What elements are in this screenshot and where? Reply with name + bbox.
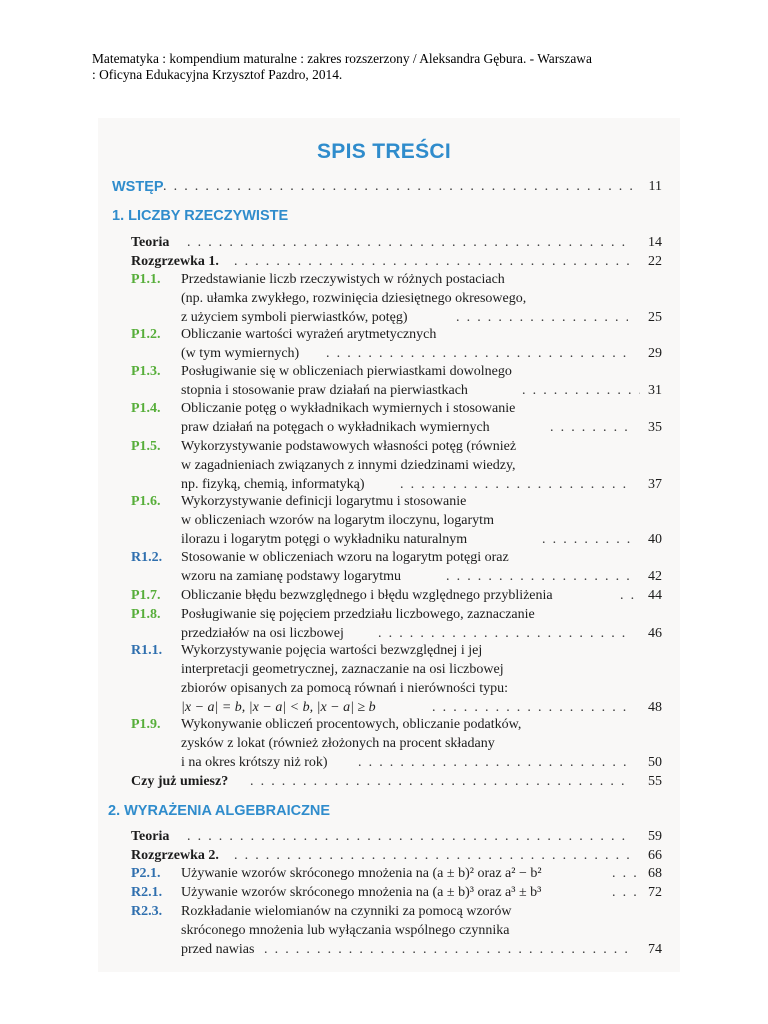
entry-line: Obliczanie wartości wyrażeń arytmetycznych — [181, 327, 437, 342]
entry-line: (np. ułamka zwykłego, rozwinięcia dziesiętnego okresowego, — [181, 291, 527, 306]
chapter-1-heading: 1. LICZBY RZECZYWISTE — [112, 208, 289, 224]
dot-leader — [612, 883, 638, 903]
toc-ch1-warmup — [0, 252, 768, 272]
entry-code: R1.2. — [131, 550, 163, 565]
theory-page: 14 — [648, 235, 662, 250]
dot-leader — [234, 846, 632, 866]
entry-line: skróconego mnożenia lub wyłączania wspólnego czynnika — [181, 923, 510, 938]
entry-line: (w tym wymiernych) — [181, 346, 300, 361]
entry-line: Wykonywanie obliczeń procentowych, obliczanie podatków, — [181, 717, 522, 732]
entry-line: przed nawias — [181, 942, 255, 957]
intro-label: WSTĘP — [112, 179, 164, 195]
dot-leader — [620, 586, 642, 606]
entry-page: 37 — [648, 477, 662, 492]
entry-line: wzoru na zamianę podstawy logarytmu — [181, 569, 402, 584]
entry-line: zysków z lokat (również złożonych na procent składany — [181, 736, 495, 751]
dot-leader — [187, 233, 633, 253]
catalog-header-line-2: : Oficyna Edukacyjna Krzysztof Pazdro, 2014. — [92, 67, 343, 82]
entry-page: 48 — [648, 700, 662, 715]
entry-page: 35 — [648, 420, 662, 435]
dot-leader — [446, 567, 630, 587]
chapter-1-heading-row — [0, 206, 768, 226]
entry-line: Używanie wzorów skróconego mnożenia na (a ± b)² oraz a² − b² — [181, 866, 542, 881]
entry-line: Wykorzystywanie podstawowych własności potęg (również — [181, 439, 517, 454]
entry-line: Używanie wzorów skróconego mnożenia na (a ± b)³ oraz a³ ± b³ — [181, 885, 542, 900]
entry-page: 72 — [648, 885, 662, 900]
chapter-2-heading-row — [0, 801, 768, 821]
entry-page: 50 — [648, 755, 662, 770]
toc-intro — [0, 177, 768, 197]
entry-line: stopnia i stosowanie praw działań na pierwiastkach — [181, 383, 468, 398]
entry-line: Stosowanie w obliczeniach wzoru na logarytm potęgi oraz — [181, 550, 509, 565]
entry-code: P1.5. — [131, 439, 161, 454]
theory-label: Teoria — [131, 829, 170, 844]
entry-page: 25 — [648, 310, 662, 325]
entry-line: Posługiwanie się pojęciem przedziału liczbowego, zaznaczanie — [181, 607, 535, 622]
entry-line: Posługiwanie się w obliczeniach pierwiastkami dowolnego — [181, 364, 512, 379]
warmup-label: Rozgrzewka 1. — [131, 254, 219, 269]
entry-code: P1.4. — [131, 401, 161, 416]
entry-page: 74 — [648, 942, 662, 957]
theory-label: Teoria — [131, 235, 170, 250]
entry-code: P2.1. — [131, 866, 161, 881]
toc-ch1-theory — [0, 233, 768, 253]
entry-page: 42 — [648, 569, 662, 584]
dot-leader — [358, 753, 630, 773]
entry-line: ilorazu i logarytm potęgi o wykładniku naturalnym — [181, 532, 468, 547]
entry-line: Przedstawianie liczb rzeczywistych w różnych postaciach — [181, 272, 505, 287]
entry-code: R1.1. — [131, 643, 163, 658]
entry-page: 68 — [648, 866, 662, 881]
quiz-page: 55 — [648, 774, 662, 789]
dot-leader — [187, 827, 633, 847]
entry-line: z użyciem symboli pierwiastków, potęg) — [181, 310, 408, 325]
dot-leader — [542, 530, 630, 550]
dot-leader — [326, 344, 630, 364]
entry-line: w zagadnieniach związanych z innymi dziedzinami wiedzy, — [181, 458, 516, 473]
entry-line: Wykorzystywanie pojęcia wartości bezwzględnej i jej — [181, 643, 483, 658]
dot-leader — [250, 772, 632, 792]
entry-line: zbiorów opisanych za pomocą równań i nierówności typu: — [181, 681, 508, 696]
entry-line: interpretacji geometrycznej, zaznaczanie na osi liczbowej — [181, 662, 504, 677]
entry-line: Obliczanie błędu bezwzględnego i błędu względnego przybliżenia — [181, 588, 553, 603]
entry-code: P1.6. — [131, 494, 161, 509]
dot-leader — [234, 252, 632, 272]
dot-leader — [522, 381, 640, 401]
entry-code: P1.1. — [131, 272, 161, 287]
entry-line: w obliczeniach wzorów na logarytm iloczynu, logarytm — [181, 513, 494, 528]
dot-leader — [612, 864, 638, 884]
entry-page: 46 — [648, 626, 662, 641]
entry-code: P1.8. — [131, 607, 161, 622]
entry-line: Wykorzystywanie definicji logarytmu i stosowanie — [181, 494, 467, 509]
theory-page: 59 — [648, 829, 662, 844]
quiz-label: Czy już umiesz? — [131, 774, 229, 789]
entry-page: 29 — [648, 346, 662, 361]
intro-page: 11 — [648, 179, 662, 194]
page-title: SPIS TREŚCI — [317, 140, 451, 163]
entry-code: P1.9. — [131, 717, 161, 732]
warmup-label: Rozgrzewka 2. — [131, 848, 219, 863]
dot-leader — [264, 940, 630, 960]
entry-code: R2.1. — [131, 885, 163, 900]
entry-code: P1.2. — [131, 327, 161, 342]
dot-leader — [550, 418, 628, 438]
warmup-page: 22 — [648, 254, 662, 269]
entry-line: przedziałów na osi liczbowej — [181, 626, 344, 641]
entry-line: praw działań na potęgach o wykładnikach wymiernych — [181, 420, 490, 435]
entry-code: P1.3. — [131, 364, 161, 379]
entry-line: Obliczanie potęg o wykładnikach wymiernych i stosowanie — [181, 401, 516, 416]
entry-page: 40 — [648, 532, 662, 547]
warmup-page: 66 — [648, 848, 662, 863]
entry-line: Rozkładanie wielomianów na czynniki za pomocą wzorów — [181, 904, 512, 919]
entry-code: R2.3. — [131, 904, 163, 919]
dot-leader — [163, 177, 633, 197]
toc-ch1-quiz — [0, 772, 768, 792]
entry-line: np. fizyką, chemią, informatyką) — [181, 477, 365, 492]
entry-page: 44 — [648, 588, 662, 603]
catalog-header-line-1: Matematyka : kompendium maturalne : zakres rozszerzony / Aleksandra Gębura. - Warszawa — [92, 51, 592, 66]
entry-line: |x − a| = b, |x − a| < b, |x − a| ≥ b — [181, 700, 376, 715]
entry-code: P1.7. — [131, 588, 161, 603]
toc-ch2-theory — [0, 827, 768, 847]
entry-line: i na okres krótszy niż rok) — [181, 755, 328, 770]
chapter-2-heading: 2. WYRAŻENIA ALGEBRAICZNE — [108, 803, 331, 819]
toc-ch2-warmup — [0, 846, 768, 866]
entry-page: 31 — [648, 383, 662, 398]
